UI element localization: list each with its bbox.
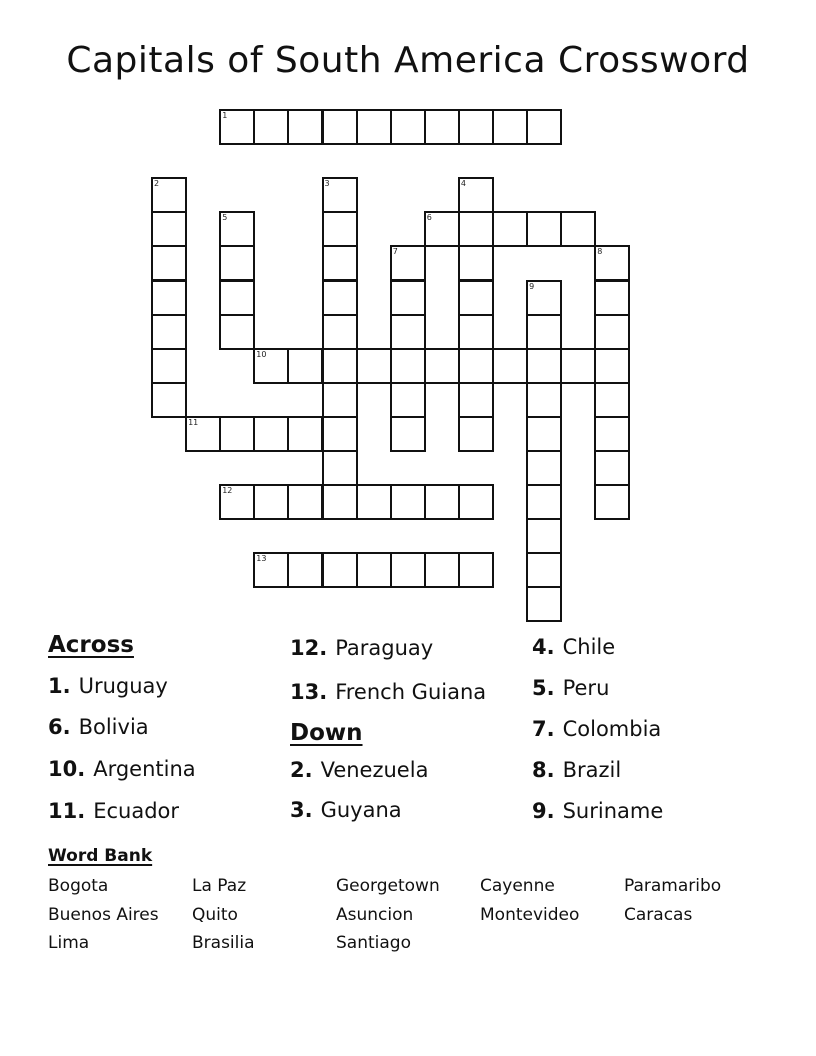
cell-number: 7 [392,247,398,257]
crossword-cell[interactable] [458,245,494,281]
crossword-cell[interactable] [287,109,323,145]
clue-down-2 [290,758,428,782]
crossword-cell[interactable] [424,484,460,520]
clue-number: 5. [532,676,555,700]
clue-text: Colombia [562,717,662,741]
word-bank-item: Lima [48,933,90,953]
crossword-cell[interactable] [390,552,426,588]
down-heading: Down [290,720,363,746]
clue-number: 6. [48,715,71,739]
crossword-cell[interactable] [219,109,255,145]
cell-number: 9 [529,281,535,291]
clue-number: 3. [290,798,313,822]
crossword-cell[interactable] [458,484,494,520]
crossword-cell[interactable] [492,348,528,384]
crossword-cell[interactable] [253,109,289,145]
crossword-cell[interactable] [492,109,528,145]
crossword-cell[interactable] [390,245,426,281]
clue-text: French Guiana [335,680,487,704]
crossword-cell[interactable] [151,177,187,213]
crossword-cell[interactable] [151,280,187,316]
crossword-cell[interactable] [424,211,460,247]
crossword-cell[interactable] [458,280,494,316]
clue-across-10 [48,757,196,781]
clue-down-3 [290,798,402,822]
crossword-cell[interactable] [390,416,426,452]
across-heading: Across [48,632,134,658]
cell-number: 1 [222,111,228,120]
clue-number: 11. [48,799,86,823]
crossword-cell[interactable] [526,416,562,452]
crossword-cell[interactable] [458,382,494,418]
crossword-cell[interactable] [390,109,426,145]
crossword-cell[interactable] [219,314,255,350]
clue-down-4 [532,635,615,659]
clue-down-9 [532,799,663,823]
crossword-cell[interactable] [322,109,358,145]
crossword-cell[interactable] [458,552,494,588]
clue-text: Peru [562,676,610,700]
word-bank-item: Montevideo [480,905,580,925]
word-bank-item: Buenos Aires [48,905,159,925]
crossword-cell[interactable] [322,245,358,281]
clue-number: 1. [48,674,71,698]
crossword-cell[interactable] [219,211,255,247]
word-bank-item: Bogota [48,876,109,896]
crossword-cell[interactable] [458,314,494,350]
crossword-cell[interactable] [356,109,392,145]
crossword-cell[interactable] [526,484,562,520]
crossword-cell[interactable] [322,177,358,213]
crossword-cell[interactable] [526,348,562,384]
crossword-cell[interactable] [458,348,494,384]
page-title: Capitals of South America Crossword [66,40,750,81]
clue-text: Bolivia [78,715,149,739]
crossword-cell[interactable] [253,416,289,452]
clue-text: Chile [562,635,616,659]
clue-across-11 [48,799,179,823]
crossword-cell[interactable] [526,211,562,247]
cell-number: 2 [154,179,160,189]
word-bank-item: Asuncion [336,905,414,925]
crossword-cell[interactable] [594,416,630,452]
crossword-cell[interactable] [322,382,358,418]
crossword-cell[interactable] [287,416,323,452]
crossword-cell[interactable] [424,348,460,384]
crossword-cell[interactable] [390,314,426,350]
crossword-cell[interactable] [424,109,460,145]
crossword-cell[interactable] [151,211,187,247]
crossword-cell[interactable] [356,484,392,520]
clue-text: Paraguay [335,636,434,660]
crossword-cell[interactable] [560,348,596,384]
clue-text: Ecuador [93,799,180,823]
clue-text: Brazil [562,758,622,782]
crossword-cell[interactable] [151,314,187,350]
crossword-cell[interactable] [185,416,221,452]
crossword-cell[interactable] [526,382,562,418]
crossword-cell[interactable] [287,348,323,384]
clue-across-13 [290,680,486,704]
word-bank-item: La Paz [192,876,247,896]
crossword-cell[interactable] [526,552,562,588]
crossword-cell[interactable] [253,484,289,520]
clue-number: 12. [290,636,328,660]
clue-text: Guyana [320,798,402,822]
clue-down-8 [532,758,621,782]
crossword-cell[interactable] [322,314,358,350]
cell-number: 10 [256,349,267,359]
cell-number: 8 [597,247,603,257]
crossword-cell[interactable] [322,348,358,384]
cell-number: 5 [222,213,228,223]
word-bank-item: Brasilia [192,933,255,953]
crossword-cell[interactable] [151,348,187,384]
cell-number: 4 [460,179,466,189]
crossword-cell[interactable] [526,280,562,316]
crossword-cell[interactable] [219,280,255,316]
crossword-cell[interactable] [151,245,187,281]
crossword-cell[interactable] [594,245,630,281]
word-bank-item: Georgetown [336,876,440,896]
crossword-cell[interactable] [322,280,358,316]
clue-text: Uruguay [78,674,168,698]
crossword-cell[interactable] [526,109,562,145]
word-bank-item: Paramaribo [624,876,722,896]
crossword-cell[interactable] [492,211,528,247]
crossword-cell[interactable] [219,484,255,520]
cell-number: 6 [426,213,432,223]
clue-across-12 [290,636,433,660]
crossword-cell[interactable] [390,382,426,418]
clue-down-5 [532,676,609,700]
clue-text: Argentina [93,757,196,781]
clue-number: 13. [290,680,328,704]
cell-number: 13 [256,554,267,564]
word-bank-item: Quito [192,905,238,925]
crossword-cell[interactable] [322,484,358,520]
crossword-cell[interactable] [458,177,494,213]
crossword-cell[interactable] [253,348,289,384]
word-bank-title: Word Bank [48,846,153,866]
crossword-cell[interactable] [526,314,562,350]
word-bank-item: Caracas [624,905,693,925]
crossword-cell[interactable] [390,280,426,316]
crossword-cell[interactable] [219,416,255,452]
word-bank-item: Cayenne [480,876,555,896]
crossword-cell[interactable] [560,211,596,247]
crossword-cell[interactable] [424,552,460,588]
crossword-cell[interactable] [390,484,426,520]
crossword-cell[interactable] [526,586,562,622]
crossword-cell[interactable] [390,348,426,384]
crossword-cell[interactable] [594,484,630,520]
crossword-cell[interactable] [458,211,494,247]
clue-number: 4. [532,635,555,659]
crossword-cell[interactable] [322,450,358,486]
crossword-cell[interactable] [526,450,562,486]
crossword-cell[interactable] [322,211,358,247]
crossword-cell[interactable] [594,348,630,384]
crossword-cell[interactable] [594,450,630,486]
crossword-cell[interactable] [253,552,289,588]
cell-number: 3 [324,179,330,189]
crossword-cell[interactable] [594,314,630,350]
clue-across-1 [48,674,168,698]
crossword-cell[interactable] [526,518,562,554]
clue-number: 10. [48,757,86,781]
crossword-cell[interactable] [458,416,494,452]
crossword-cell[interactable] [356,348,392,384]
clue-down-7 [532,717,661,741]
clue-number: 7. [532,717,555,741]
clue-text: Venezuela [320,758,429,782]
crossword-cell[interactable] [151,382,187,418]
crossword-cell[interactable] [594,382,630,418]
crossword-cell[interactable] [458,109,494,145]
cell-number: 11 [188,417,199,427]
clue-across-6 [48,715,149,739]
clue-number: 8. [532,758,555,782]
crossword-cell[interactable] [322,416,358,452]
cell-number: 12 [222,486,233,496]
clue-number: 2. [290,758,313,782]
clue-number: 9. [532,799,555,823]
word-bank-item: Santiago [336,933,411,953]
crossword-cell[interactable] [219,245,255,281]
clue-text: Suriname [562,799,664,823]
crossword-cell[interactable] [594,280,630,316]
crossword-cell[interactable] [356,552,392,588]
crossword-cell[interactable] [322,552,358,588]
crossword-cell[interactable] [287,552,323,588]
crossword-cell[interactable] [287,484,323,520]
